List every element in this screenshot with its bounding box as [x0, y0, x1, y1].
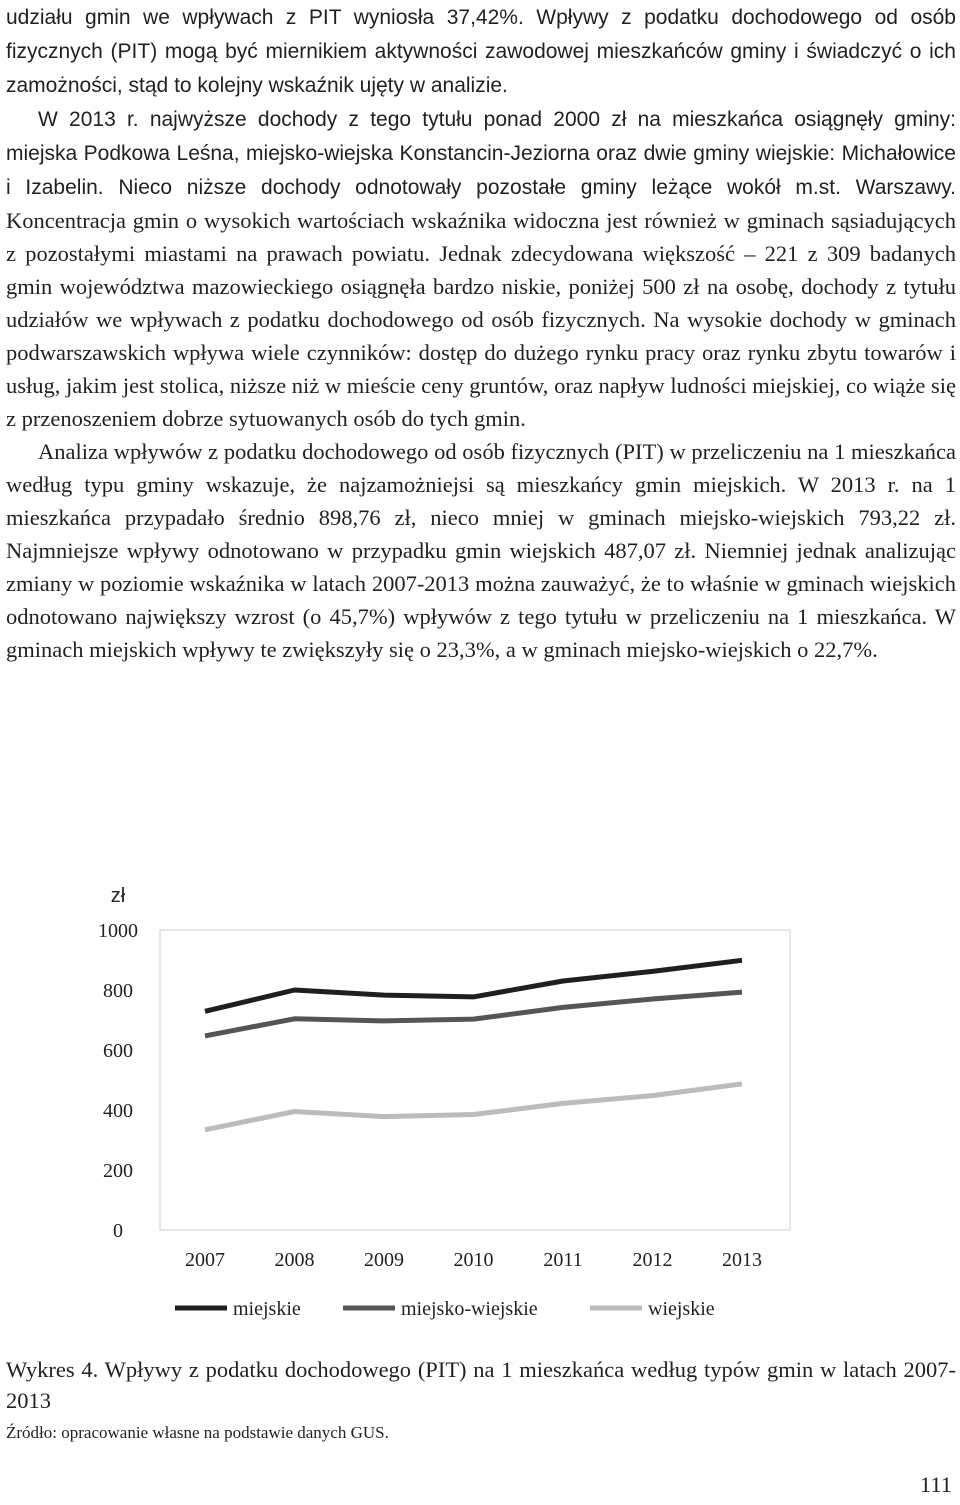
paragraph-1-text: udziału gmin we wpływach z PIT wyniosła 37,42%. Wpływy z podatku dochodowego od osób fizycznych (PIT) mogą być miernikiem aktywności zawodowej mieszkańców gminy i świadczyć o ich zamożności, stąd to kolejny wskaźnik ujęty w analizie.	[6, 6, 956, 97]
x-tick-label: 2008	[274, 1249, 315, 1271]
plot-area	[160, 930, 790, 1230]
x-tick-label: 2011	[543, 1249, 583, 1271]
paragraph-3	[6, 435, 956, 666]
x-tick-label: 2010	[453, 1249, 494, 1271]
figure-caption: Wykres 4. Wpływy z podatku dochodowego (PIT) na 1 mieszkańca według typów gmin w latach 2007-2013	[6, 1357, 956, 1413]
paragraph-2-text-sans: W 2013 r. najwyższe dochody z tego tytułu ponad 2000 zł na mieszkańca osiągnęły gminy: miejska Podkowa Leśna, miejsko-wiejska Konstancin-Jeziorna oraz dwie gminy wiejskie: Michałowice i Izabelin. Nieco niższe dochody odnotowały pozostałe gminy leżące wokół m.st. Warszawy.	[6, 108, 956, 199]
paragraph-1	[6, 0, 956, 102]
y-tick-label: 800	[103, 980, 133, 1002]
legend-label: miejsko-wiejskie	[401, 1298, 538, 1320]
paragraph-2	[6, 102, 956, 435]
y-axis-unit-label: zł	[110, 885, 126, 907]
figure-source: Źródło: opracowanie własne na podstawie danych GUS.	[6, 1423, 389, 1442]
line-chart	[0, 870, 960, 1340]
legend-label: wiejskie	[648, 1298, 715, 1320]
x-tick-label: 2009	[364, 1249, 404, 1271]
x-tick-label: 2007	[185, 1249, 225, 1271]
body-text	[6, 0, 956, 666]
series-line-wiejskie	[205, 1084, 742, 1130]
paragraph-2-text-serif: Koncentracja gmin o wysokich wartościach wskaźnika widoczna jest również w gminach sąsiadujących z pozostałymi miastami na prawach powiatu. Jednak zdecydowana większość – 221 z 309 badanych gmin województwa mazowieckiego osiągnęła bardzo niskie, poniżej 500 zł na osobę, dochody z tytułu udziałów we wpływach z podatku dochodowego od osób fizycznych. Na wysokie dochody w gminach podwarszawskich wpływa wiele czynników: dostęp do dużego rynku pracy oraz rynku zbytu towarów i usług, jakim jest stolica, niższe niż w mieście ceny gruntów, oraz napływ ludności miejskiej, co wiąże się z przenoszeniem dobrze sytuowanych osób do tych gmin.	[6, 208, 956, 431]
x-tick-label: 2012	[632, 1249, 673, 1271]
x-tick-label: 2013	[722, 1249, 762, 1271]
legend-label: miejskie	[233, 1298, 301, 1320]
y-tick-label: 1000	[98, 920, 138, 942]
series-line-miejskie	[205, 960, 742, 1011]
paragraph-3-text: Analiza wpływów z podatku dochodowego od osób fizycznych (PIT) w przeliczeniu na 1 mieszkańca według typu gminy wskazuje, że najzamożniejsi są mieszkańcy gmin miejskich. W 2013 r. na 1 mieszkańca przypadało średnio 898,76 zł, nieco mniej w gminach miejsko-wiejskich 793,22 zł. Najmniejsze wpływy odnotowano w przypadku gmin wiejskich 487,07 zł. Niemniej jednak analizując zmiany w poziomie wskaźnika w latach 2007-2013 można zauważyć, że to właśnie w gminach wiejskich odnotowano największy wzrost (o 45,7%) wpływów z tego tytułu w przeliczeniu na 1 mieszkańca. W gminach miejskich wpływy te zwiększyły się o 23,3%, a w gminach miejsko-wiejskich o 22,7%.	[6, 439, 956, 662]
y-tick-label: 400	[103, 1100, 133, 1122]
y-tick-label: 600	[103, 1040, 133, 1062]
y-tick-label: 200	[103, 1160, 133, 1182]
y-tick-label: 0	[113, 1220, 123, 1242]
page-number: 111	[919, 1472, 952, 1497]
